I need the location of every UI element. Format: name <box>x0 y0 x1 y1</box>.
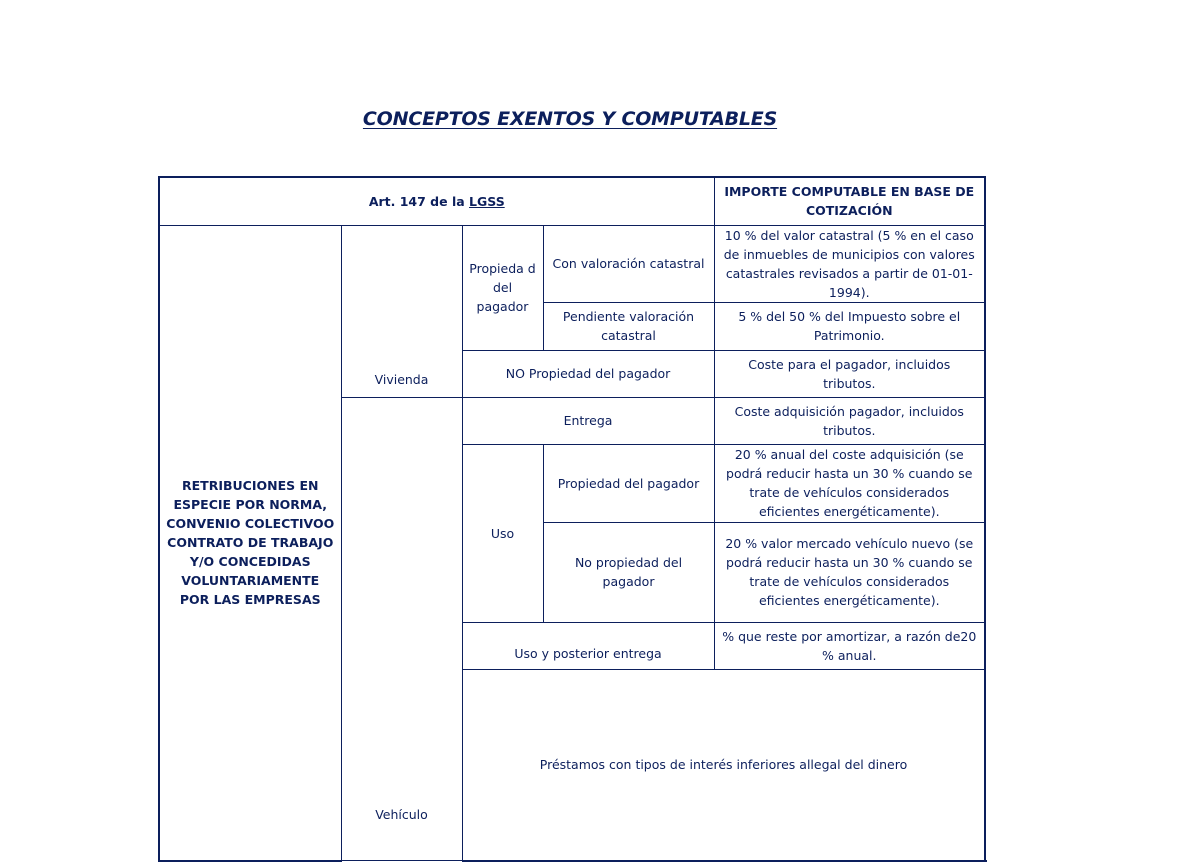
page-title: CONCEPTOS EXENTOS Y COMPUTABLES <box>362 108 778 130</box>
entrega-cell: Entrega <box>462 397 714 444</box>
uso-propiedad-cell: Propiedad del pagador <box>543 444 714 522</box>
uso-entrega-cell: Uso y posterior entrega <box>462 622 714 669</box>
entrega-importe: Coste adquisición pagador, incluidos tributos. <box>714 397 985 444</box>
lgss-link[interactable]: LGSS <box>469 193 505 209</box>
table-row <box>159 225 985 302</box>
uso-no-propiedad-importe: 20 % valor mercado vehículo nuevo (se podrá reducir hasta un 30 % cuando se trate de vehículos considerados eficientes energéticamente). <box>714 522 985 622</box>
article-prefix: Art. 147 de la <box>368 193 470 209</box>
propiedad-pagador-cell: Propieda d del pagador <box>462 225 543 350</box>
importe-header-cell: IMPORTE COMPUTABLE EN BASE DE COTIZACIÓN <box>714 177 985 225</box>
article-header-cell <box>159 177 714 225</box>
uso-cell: Uso <box>462 444 543 622</box>
uso-no-propiedad-cell: No propiedad del pagador <box>543 522 714 622</box>
no-propiedad-importe: Coste para el pagador, incluidos tributos. <box>714 350 985 397</box>
con-valoracion-cell: Con valoración catastral <box>543 225 714 302</box>
uso-entrega-importe: % que reste por amortizar, a razón de20 % anual. <box>714 622 985 669</box>
uso-propiedad-importe: 20 % anual del coste adquisición (se podrá reducir hasta un 30 % cuando se trate de vehículos considerados eficientes energéticamente). <box>714 444 985 522</box>
prestamos-cell: Préstamos con tipos de interés inferiores allegal del dinero <box>462 669 985 861</box>
main-category-cell: RETRIBUCIONES EN ESPECIE POR NORMA, CONVENIO COLECTIVOO CONTRATO DE TRABAJO Y/O CONCEDIDAS VOLUNTARIAMENTE POR LAS EMPRESAS <box>159 225 341 861</box>
con-valoracion-importe: 10 % del valor catastral (5 % en el caso de inmuebles de municipios con valores catastrales revisados a partir de 01-01-1994). <box>714 225 985 302</box>
concepts-table <box>158 176 986 862</box>
pendiente-valoracion-importe: 5 % del 50 % del Impuesto sobre el Patrimonio. <box>714 302 985 350</box>
vivienda-cell: Vivienda <box>341 225 462 397</box>
pendiente-valoracion-cell: Pendiente valoración catastral <box>543 302 714 350</box>
no-propiedad-cell: NO Propiedad del pagador <box>462 350 714 397</box>
vehiculo-cell: Vehículo <box>341 397 462 861</box>
header-row <box>159 177 985 225</box>
